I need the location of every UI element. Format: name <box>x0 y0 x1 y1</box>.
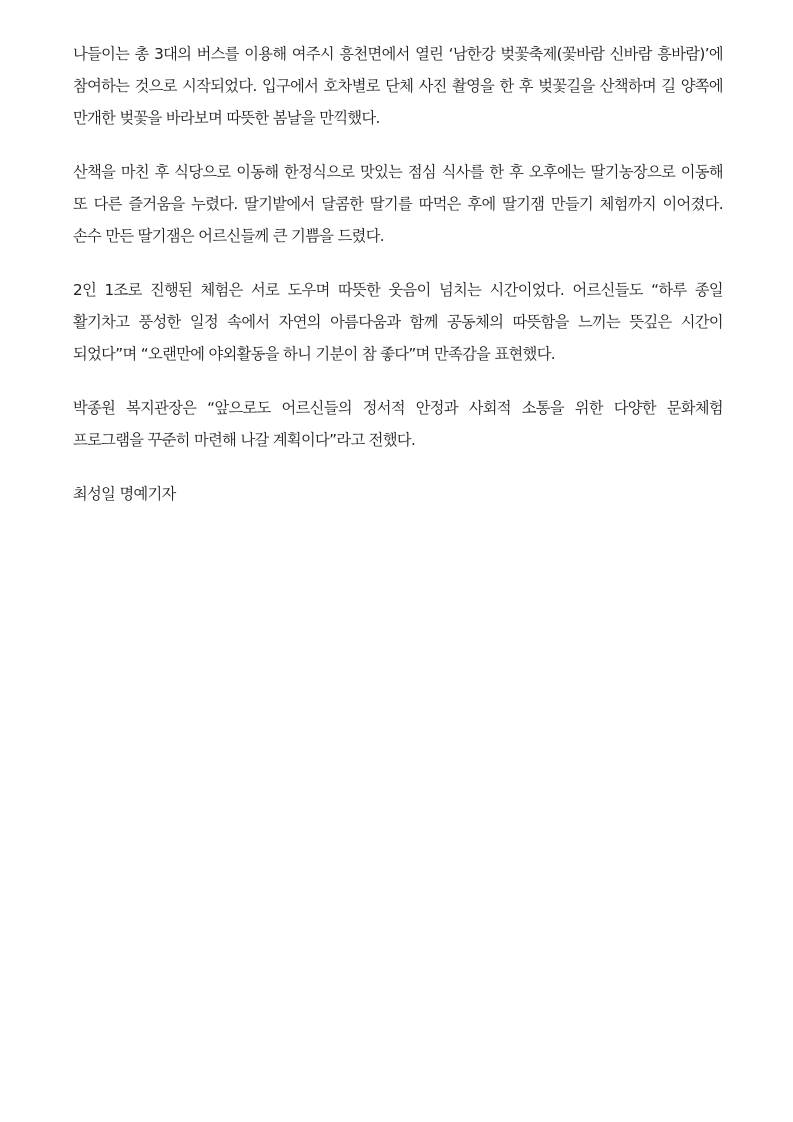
article-paragraph-3: 2인 1조로 진행된 체험은 서로 도우며 따뜻한 웃음이 넘치는 시간이었다. 어르신들도 “하루 종일 활기차고 풍성한 일정 속에서 자연의 아름다움과 함께 공동체의 따뜻함을 느끼는 뜻깊은 시간이 되었다”며 “오랜만에 야외활동을 하니 기분이 참 좋다”며 만족감을 표현했다. <box>73 281 723 363</box>
article-paragraph-1: 나들이는 총 3대의 버스를 이용해 여주시 흥천면에서 열린 ‘남한강 벚꽃축제(꽃바람 신바람 흥바람)’에 참여하는 것으로 시작되었다. 입구에서 호차별로 단체 사진 촬영을 한 후 벚꽃길을 산책하며 길 양쪽에 만개한 벚꽃을 바라보며 따뜻한 봄날을 만끽했다. <box>73 45 723 127</box>
article-body <box>73 38 723 532</box>
reporter-byline: 최성일 명예기자 <box>73 485 176 503</box>
article-paragraph-2: 산책을 마친 후 식당으로 이동해 한정식으로 맛있는 점심 식사를 한 후 오후에는 딸기농장으로 이동해 또 다른 즐거움을 누렸다. 딸기밭에서 달콤한 딸기를 따먹은 후에 딸기잼 만들기 체험까지 이어졌다. 손수 만든 딸기잼은 어르신들께 큰 기쁨을 드렸다. <box>73 163 723 245</box>
article-paragraph-4: 박종원 복지관장은 “앞으로도 어르신들의 정서적 안정과 사회적 소통을 위한 다양한 문화체험 프로그램을 꾸준히 마련해 나갈 계획이다”라고 전했다. <box>73 399 723 449</box>
